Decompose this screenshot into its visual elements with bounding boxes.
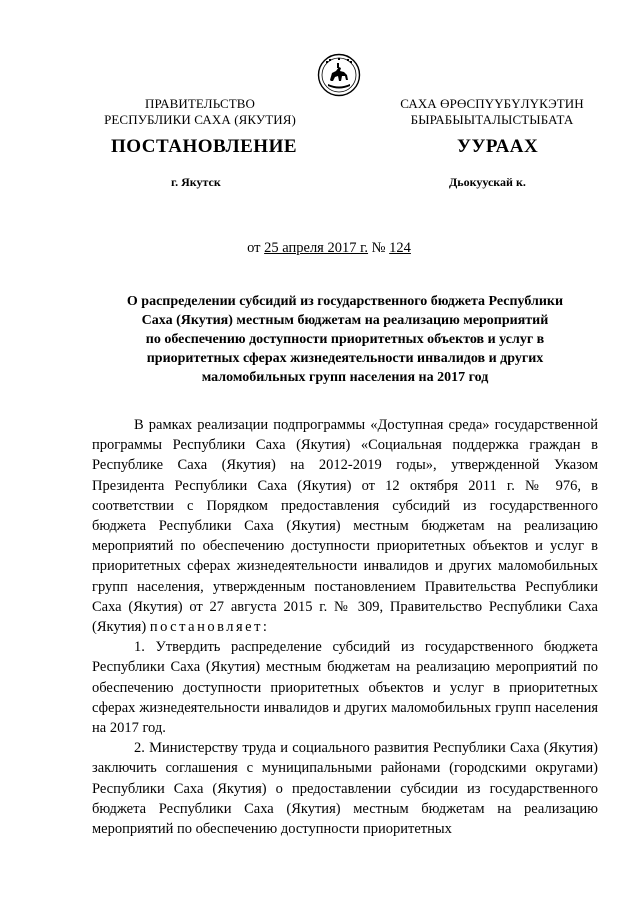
document-date: 25 апреля 2017 г. bbox=[264, 240, 369, 256]
title-line: Саха (Якутия) местным бюджетам на реализацию мероприятий bbox=[141, 313, 549, 328]
title-line: О распределении субсидий из государственного бюджета Республики bbox=[126, 294, 564, 309]
document-title bbox=[92, 292, 598, 387]
document-type-ru: ПОСТАНОВЛЕНИЕ bbox=[111, 136, 298, 157]
document-type-sakha: УУРААХ bbox=[457, 136, 539, 157]
document-body bbox=[92, 415, 598, 839]
header-left-line1: ПРАВИТЕЛЬСТВО bbox=[144, 96, 256, 111]
city-ru: г. Якутск bbox=[171, 175, 221, 189]
number-label: № bbox=[368, 240, 390, 256]
date-number-line bbox=[0, 240, 640, 257]
header-right-line2: БЫРАБЫЫТАЛЫСТЫБАТА bbox=[410, 112, 574, 127]
body-paragraph-preamble bbox=[92, 415, 598, 637]
city-sakha: Дьокуускай к. bbox=[449, 175, 526, 189]
government-header-sakha bbox=[388, 96, 596, 128]
date-prefix: от bbox=[247, 240, 265, 256]
preamble-text: В рамках реализации подпрограммы «Доступная среда» государственной программы Республики Саха (Якутия) «Социальная поддержка граждан в Республике Саха (Якутия) на 2012-2019 годы», утвержденной Указом Президента Республики Саха (Якутия) от 12 октября 2011 г. № 976, в соответствии с Порядком предоставления субсидий из государственного бюджета Республики Саха (Якутия) местным бюджетам на реализацию мероприятий по обеспечению доступности приоритетных объектов и услуг в приоритетных сферах жизнедеятельности инвалидов и других маломобильных групп населения, утвержденным постановлением Правительства Республики Саха (Якутия) от 27 августа 2015 г. № 309, Правительство Республики Саха (Якутия) bbox=[92, 417, 598, 636]
sakha-republic-emblem-icon bbox=[317, 53, 361, 97]
title-line: маломобильных групп населения на 2017 год bbox=[201, 370, 489, 385]
body-paragraph-1: 1. Утвердить распределение субсидий из государственного бюджета Республики Саха (Якутия) местным бюджетам на реализацию мероприятий по обеспечению доступности приоритетных объектов и услуг в приоритетных сферах жизнедеятельности инвалидов и других маломобильных групп населения на 2017 год. bbox=[92, 639, 598, 737]
government-header-ru bbox=[96, 96, 304, 128]
title-line: приоритетных сферах жизнедеятельности инвалидов и других bbox=[146, 351, 544, 366]
header-left-line2: РЕСПУБЛИКИ САХА (ЯКУТИЯ) bbox=[104, 112, 296, 127]
resolves-word: постановляет: bbox=[149, 619, 270, 636]
header-right-line1: САХА ӨРӨСПҮҮБҮЛҮКЭТИН bbox=[400, 96, 584, 111]
body-paragraph-2: 2. Министерству труда и социального развития Республики Саха (Якутия) заключить соглашения с муниципальными районами (городскими округами) Республики Саха (Якутия) о предоставлении субсидии из государственного бюджета Республики Саха (Якутия) местным бюджетам на реализацию мероприятий по обеспечению доступности приоритетных bbox=[92, 740, 598, 838]
document-number: 124 bbox=[389, 240, 411, 256]
title-line: по обеспечению доступности приоритетных объектов и услуг в bbox=[145, 332, 545, 347]
